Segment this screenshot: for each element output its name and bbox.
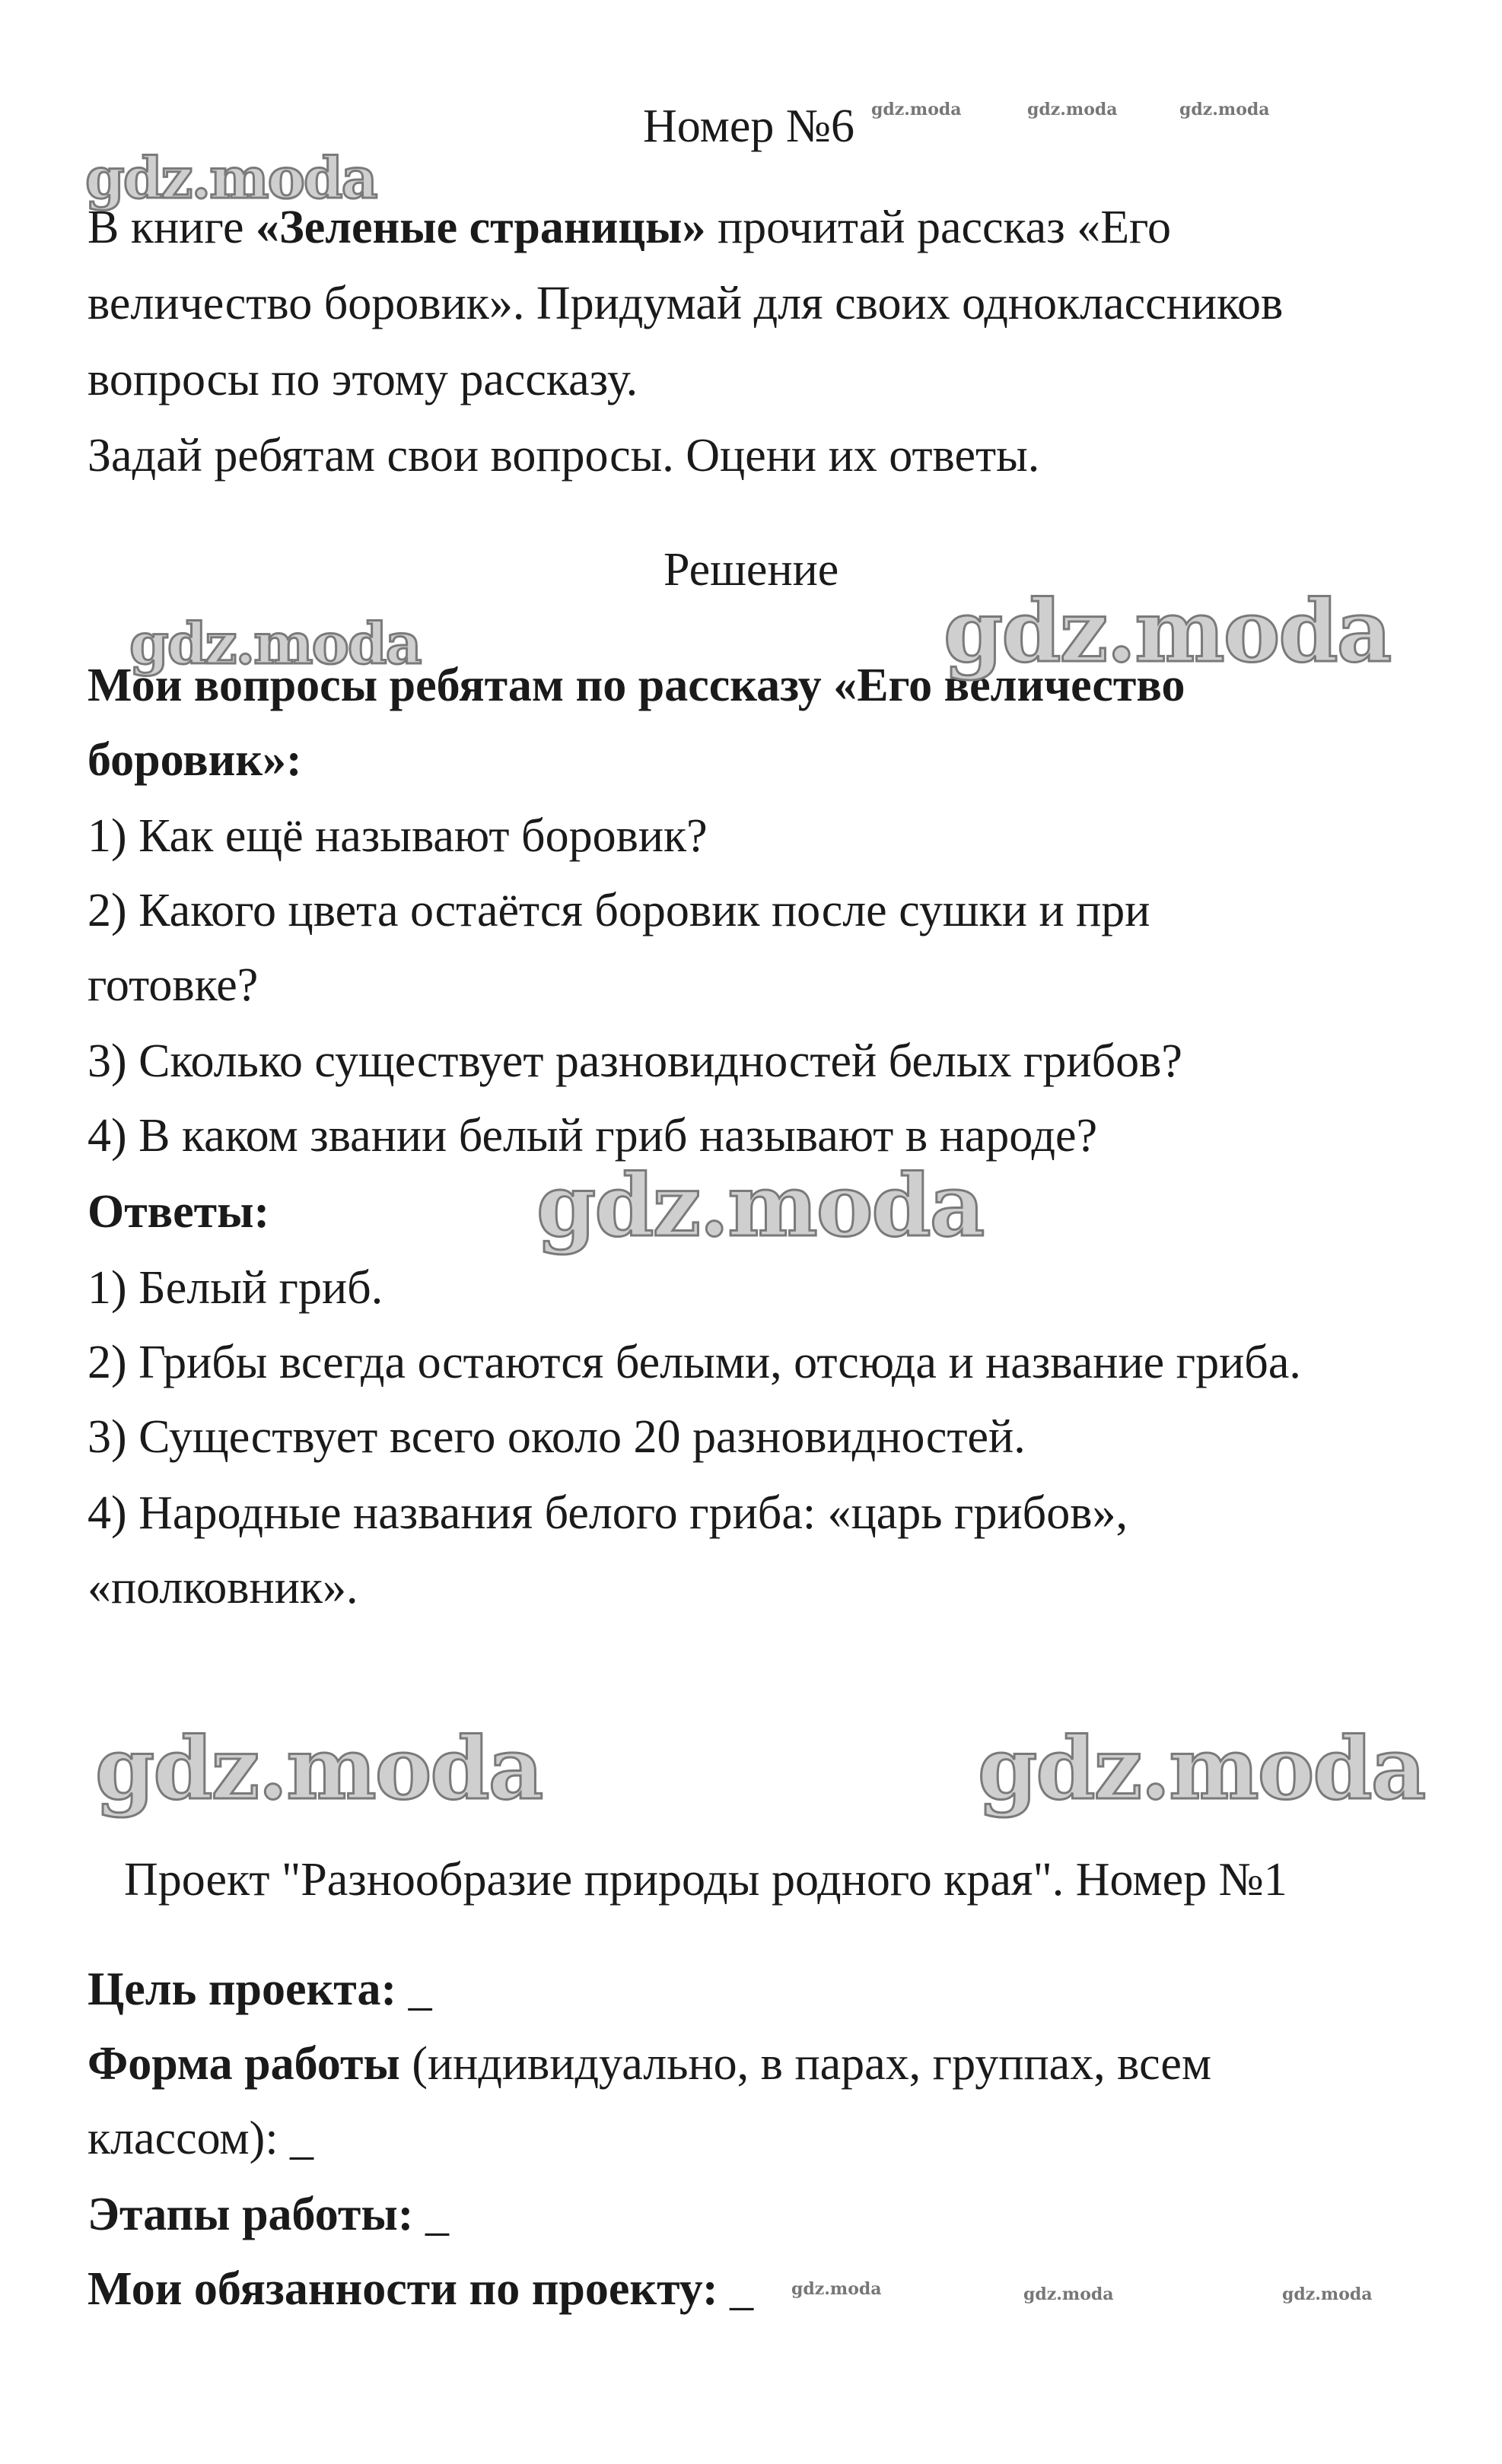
answer-4-line-1: 4) Народные названия белого гриба: «царь грибов», [88,1487,1128,1539]
watermark-6: gdz.moda [978,1719,1425,1819]
project-form-line-2: классом): _ [88,2113,314,2164]
solution-heading: Решение [663,544,839,596]
question-2-line-2: готовке? [88,959,259,1011]
project-goal-value: _ [396,1963,432,2015]
task-line-3: вопросы по этому рассказу. [88,354,638,405]
project-duties-label: Мои обязанности по проекту: [88,2263,718,2315]
watermark-4: gdz.moda [536,1156,984,1256]
question-4: 4) В каком звании белый гриб называют в народе? [88,1110,1098,1162]
answer-4-line-2: «полковник». [88,1562,358,1614]
book-title: «Зеленые страницы» [255,202,706,253]
project-duties-value: _ [718,2263,754,2315]
watermark-2: gdz.moda [129,612,421,677]
question-3: 3) Сколько существует разновидностей белых грибов? [88,1035,1182,1087]
project-form-text: (индивидуально, в парах, группах, всем [399,2038,1212,2090]
watermark-5: gdz.moda [95,1719,543,1819]
watermark-small-1: gdz.moda [871,100,962,119]
answer-3: 3) Существует всего около 20 разновидностей. [88,1411,1026,1463]
project-title: Проект "Разнообразие природы родного края". Номер №1 [124,1854,1287,1906]
task-line-1-post: прочитай рассказ «Его [705,202,1171,253]
question-1: 1) Как ещё называют боровик? [88,810,708,862]
answer-1: 1) Белый гриб. [88,1262,383,1314]
answer-2: 2) Грибы всегда остаются белыми, отсюда и название гриба. [88,1337,1301,1388]
project-goal [88,1963,432,2015]
project-stages-label: Этапы работы: [88,2189,414,2240]
watermark-small-3: gdz.moda [1179,100,1270,119]
questions-title-line-2: боровик»: [88,734,302,786]
watermark-1: gdz.moda [85,146,377,211]
watermark-small-4: gdz.moda [791,2279,882,2299]
project-stages [88,2191,449,2238]
watermark-small-6: gdz.moda [1282,2284,1373,2304]
watermark-3: gdz.moda [944,582,1391,682]
questions-title-line-1: Мои вопросы ребятам по рассказу «Его величество [88,660,1185,711]
watermark-small-2: gdz.moda [1027,100,1118,119]
project-goal-label: Цель проекта: [88,1963,397,2015]
task-line-4: Задай ребятам свои вопросы. Оцени их ответы. [88,430,1040,482]
task-line-2: величество боровик». Придумай для своих одноклассников [88,278,1284,329]
answers-title: Ответы: [88,1186,270,1238]
task-line-1-pre: В книге [88,202,256,253]
project-form-label: Форма работы [88,2038,400,2090]
watermark-small-5: gdz.moda [1023,2284,1114,2304]
page-title: Номер №6 [643,100,855,152]
project-form [88,2038,1212,2090]
question-2-line-1: 2) Какого цвета остаётся боровик после сушки и при [88,885,1150,936]
project-duties [88,2265,753,2313]
project-stages-value: _ [413,2189,449,2240]
